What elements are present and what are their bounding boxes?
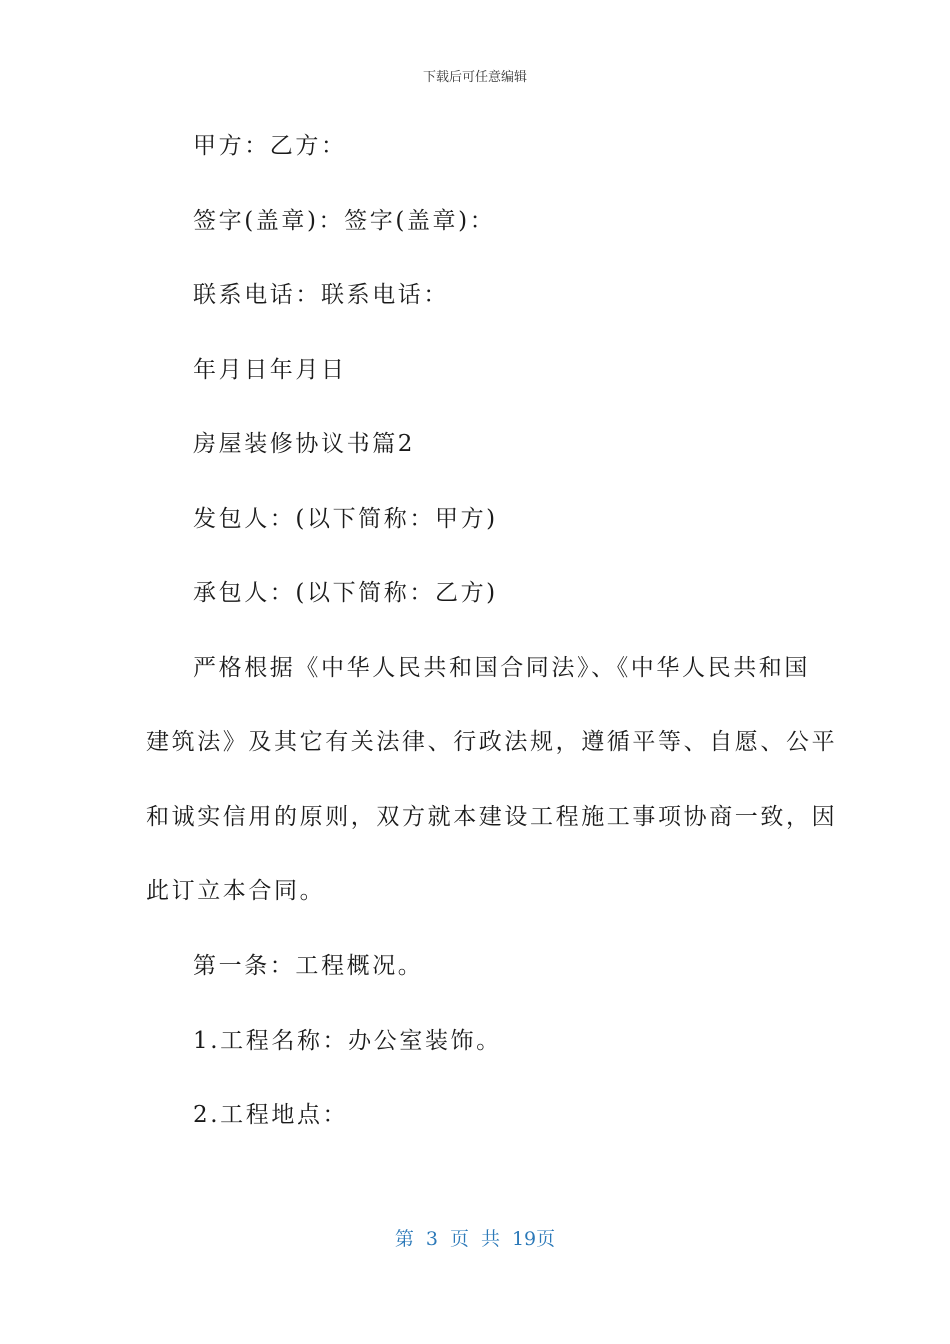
page-footer	[0, 1224, 950, 1251]
signature-line: 签字(盖章)：签字(盖章)：	[193, 208, 496, 234]
paragraph-line: 建筑法》及其它有关法律、行政法规，遵循平等、自愿、公平	[146, 729, 838, 755]
page-header: 下载后可任意编辑	[422, 70, 527, 85]
date-line: 年月日年月日	[193, 357, 347, 383]
employer-line: 发包人：(以下简称：甲方)	[193, 506, 498, 532]
footer-ye2: 页	[536, 1228, 556, 1250]
footer-di: 第	[394, 1228, 414, 1250]
phone-line: 联系电话：联系电话：	[193, 282, 449, 308]
article-heading: 第一条：工程概况。	[193, 953, 424, 979]
paragraph-line: 此订立本合同。	[146, 878, 326, 904]
section-title: 房屋装修协议书篇2	[193, 431, 416, 457]
footer-ye: 页	[449, 1228, 469, 1250]
paragraph-line: 严格根据《中华人民共和国合同法》、《中华人民共和国	[193, 655, 810, 681]
contractor-line: 承包人：(以下简称：乙方)	[193, 580, 498, 606]
paragraph-line: 和诚实信用的原则，双方就本建设工程施工事项协商一致，因	[146, 804, 838, 830]
list-item: 2.工程地点：	[193, 1102, 349, 1128]
party-line: 甲方：乙方：	[193, 133, 347, 159]
footer-gong: 共	[480, 1228, 500, 1250]
footer-page-number: 3	[425, 1228, 438, 1250]
footer-total-pages: 19	[511, 1228, 537, 1250]
list-item: 1.工程名称：办公室装饰。	[193, 1028, 502, 1054]
